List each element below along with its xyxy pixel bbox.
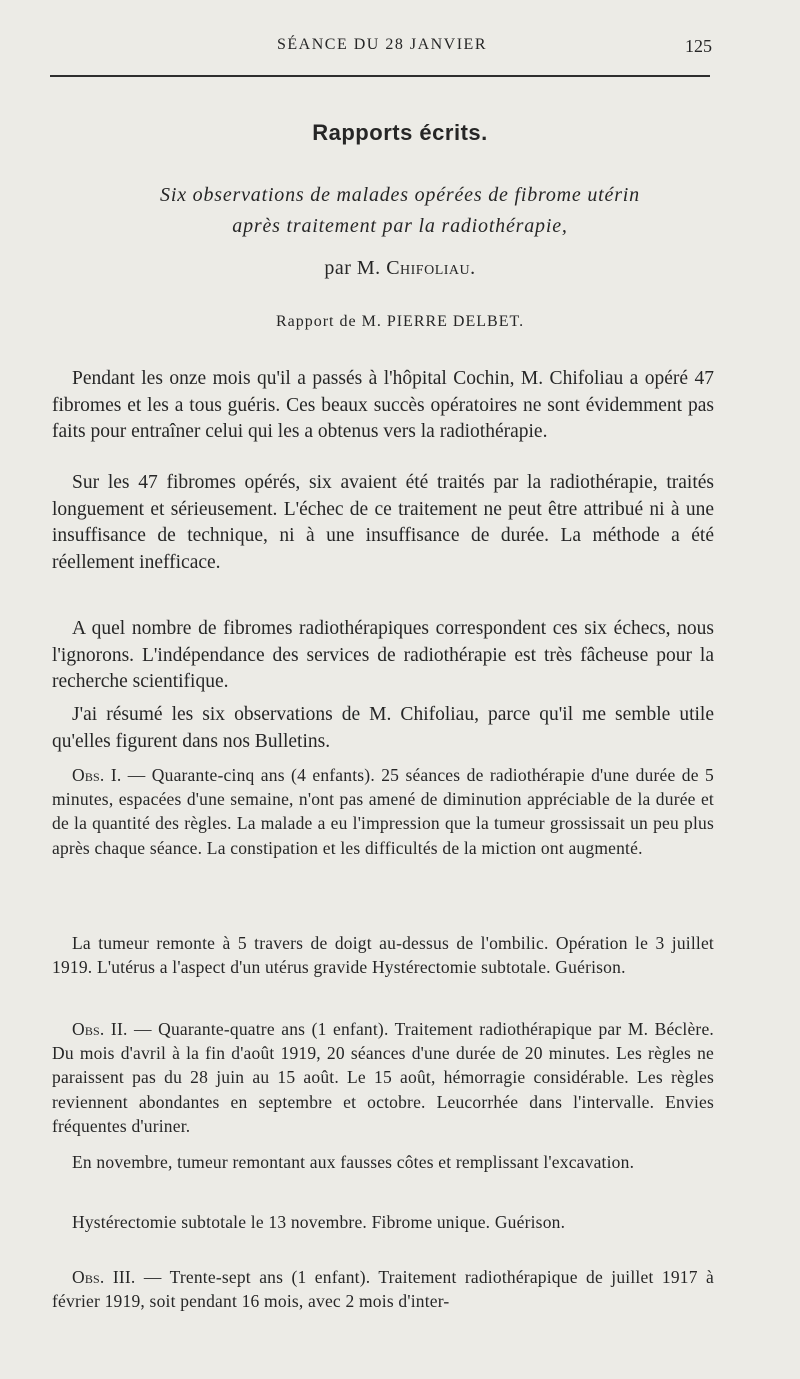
observation-1 bbox=[52, 763, 714, 860]
running-title: SÉANCE DU 28 JANVIER bbox=[277, 36, 487, 53]
observation-1-text: — Quarante-cinq ans (4 enfants). 25 séances de radiothérapie d'une durée de 5 minutes, espacées d'une semaine, n'ont pas amené de diminution appréciable de la durée et de la quantité des règles. La malade a eu l'impression que la tumeur grossissait un peu plus après chaque séance. La constipation et les difficultés de la miction ont augmenté. bbox=[52, 765, 714, 858]
header-rule bbox=[50, 75, 710, 77]
rapporteur-line: Rapport de M. PIERRE DELBET. bbox=[275, 313, 525, 330]
paragraph-4: J'ai résumé les six observations de M. Chifoliau, parce qu'il me semble utile qu'elles figurent dans nos Bulletins. bbox=[52, 704, 714, 752]
author-prefix: par M. bbox=[324, 257, 387, 279]
running-head bbox=[52, 36, 712, 60]
section-title: Rapports écrits. bbox=[312, 120, 488, 145]
observation-2 bbox=[52, 1017, 714, 1138]
observation-2-label: Obs. II. bbox=[72, 1019, 128, 1039]
observation-3 bbox=[52, 1265, 714, 1313]
observation-2-continued-1: En novembre, tumeur remontant aux fausses côtes et remplissant l'excavation. bbox=[72, 1152, 635, 1172]
observation-3-label: Obs. III. bbox=[72, 1267, 136, 1287]
observation-1-continued: La tumeur remonte à 5 travers de doigt au-dessus de l'ombilic. Opération le 3 juillet 1919. L'utérus a l'aspect d'un utérus gravide Hystérectomie subtotale. Guérison. bbox=[52, 933, 714, 978]
paragraph-2: Sur les 47 fibromes opérés, six avaient été traités par la radiothérapie, traités longuement et sérieusement. L'échec de ce traitement ne peut être attribué ni à une insuffisance de technique, ni à une insuffisance de durée. La méthode a été réellement inefficace. bbox=[52, 472, 714, 573]
author-name: Chifoliau. bbox=[386, 257, 476, 279]
observation-3-text: — Trente-sept ans (1 enfant). Traitement radiothérapique de juillet 1917 à février 1919, soit pendant 16 mois, avec 2 mois d'inter- bbox=[52, 1267, 714, 1312]
subtitle-line-2: après traitement par la radiothérapie, bbox=[232, 215, 568, 237]
author-line bbox=[0, 257, 800, 280]
observation-1-label: Obs. I. bbox=[72, 765, 122, 785]
page-number: 125 bbox=[685, 36, 712, 56]
subtitle-line-1: Six observations de malades opérées de fibrome utérin bbox=[160, 184, 640, 206]
observation-2-text: — Quarante-quatre ans (1 enfant). Traitement radiothérapique par M. Béclère. Du mois d'avril à la fin d'août 1919, 20 séances d'une durée de 20 minutes. Les règles ne paraissent pas du 28 juin au 15 août. Le 15 août, hémorragie considérable. Les règles reviennent abondantes en septembre et octobre. Leucorrhée dans l'intervalle. Envies fréquentes d'uriner. bbox=[52, 1019, 714, 1136]
observation-2-continued-2: Hystérectomie subtotale le 13 novembre. Fibrome unique. Guérison. bbox=[72, 1212, 566, 1232]
paragraph-1: Pendant les onze mois qu'il a passés à l'hôpital Cochin, M. Chifoliau a opéré 47 fibromes et les a tous guéris. Ces beaux succès opératoires ne sont évidemment pas faits pour entraîner celui qui les a obtenus vers la radiothérapie. bbox=[52, 368, 714, 442]
paragraph-3: A quel nombre de fibromes radiothérapiques correspondent ces six échecs, nous l'ignorons. L'indépendance des services de radiothérapie est très fâcheuse pour la recherche scientifique. bbox=[52, 618, 714, 692]
